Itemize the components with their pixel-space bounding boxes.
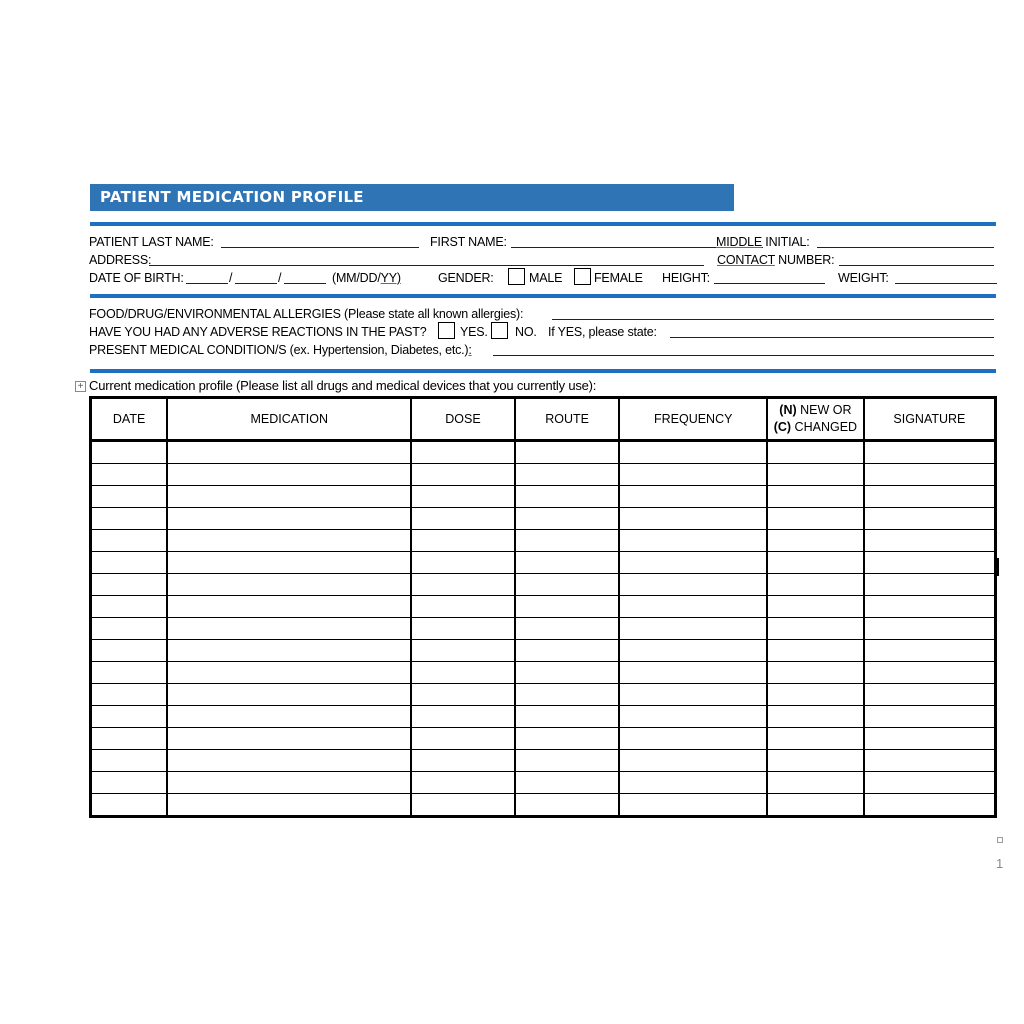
cell-new-changed[interactable] [767,772,864,794]
section-divider [90,294,996,298]
dob-label: DATE OF BIRTH: [89,271,184,285]
cell-medication[interactable] [167,596,411,618]
cell-route[interactable] [515,508,620,530]
cell-signature[interactable] [864,728,996,750]
table-row [91,684,996,706]
adverse-no-checkbox[interactable] [491,322,508,339]
cell-frequency[interactable] [619,530,767,552]
table-row [91,464,996,486]
allergies-label: FOOD/DRUG/ENVIRONMENTAL ALLERGIES (Please state all known allergies): [89,307,524,321]
cell-date[interactable] [91,596,168,618]
dob-month-field[interactable] [186,270,228,284]
weight-label: WEIGHT: [838,271,889,285]
dob-year-field[interactable] [284,270,326,284]
cell-route[interactable] [515,794,620,817]
height-field[interactable] [714,270,825,284]
cell-medication[interactable] [167,574,411,596]
table-row [91,486,996,508]
table-row [91,706,996,728]
cell-route[interactable] [515,706,620,728]
cell-frequency[interactable] [619,772,767,794]
table-row [91,508,996,530]
middle-initial-field[interactable] [817,234,994,248]
cell-route[interactable] [515,750,620,772]
table-row [91,750,996,772]
new-text: NEW OR [796,403,852,417]
cell-route[interactable] [515,596,620,618]
cell-date[interactable] [91,728,168,750]
cell-medication[interactable] [167,728,411,750]
height-label: HEIGHT: [662,271,710,285]
table-row [91,574,996,596]
table-row [91,772,996,794]
medication-table-caption: Current medication profile (Please list all drugs and medical devices that you currently use): [89,378,597,393]
female-label: FEMALE [594,271,643,285]
cell-new-changed[interactable] [767,640,864,662]
cell-date[interactable] [91,464,168,486]
cell-route[interactable] [515,441,620,464]
dob-separator: / [229,271,233,285]
medical-condition-label: PRESENT MEDICAL CONDITION/S (ex. Hypertension, Diabetes, etc.) [89,343,469,357]
cell-route[interactable] [515,662,620,684]
cell-dose[interactable] [411,618,515,640]
table-move-handle-icon[interactable]: + [75,381,86,392]
first-name-label: FIRST NAME: [430,235,507,249]
cell-date[interactable] [91,794,168,817]
cell-new-changed[interactable] [767,441,864,464]
cell-frequency[interactable] [619,596,767,618]
dob-separator: / [278,271,282,285]
page-number: 1 [996,856,1004,871]
medication-table [89,396,997,818]
cell-route[interactable] [515,728,620,750]
cell-route[interactable] [515,618,620,640]
cell-signature[interactable] [864,618,996,640]
cell-date[interactable] [91,552,168,574]
last-name-label: PATIENT LAST NAME: [89,235,214,249]
cell-frequency[interactable] [619,662,767,684]
column-header-medication: MEDICATION [167,398,411,441]
cell-dose[interactable] [411,596,515,618]
address-field[interactable] [149,252,704,266]
cell-route[interactable] [515,464,620,486]
cell-medication[interactable] [167,530,411,552]
contact-number-label-rest: NUMBER: [774,253,835,267]
contact-number-field[interactable] [839,252,994,266]
cell-dose[interactable] [411,486,515,508]
table-row [91,794,996,817]
cell-dose[interactable] [411,508,515,530]
cell-signature[interactable] [864,794,996,817]
table-row [91,662,996,684]
adverse-yes-checkbox[interactable] [438,322,455,339]
cell-signature[interactable] [864,530,996,552]
cell-signature[interactable] [864,464,996,486]
cell-dose[interactable] [411,662,515,684]
male-label: MALE [529,271,563,285]
section-divider [90,369,996,373]
cell-signature[interactable] [864,750,996,772]
cell-route[interactable] [515,530,620,552]
cell-date[interactable] [91,662,168,684]
cell-route[interactable] [515,574,620,596]
cell-frequency[interactable] [619,618,767,640]
weight-field[interactable] [895,270,997,284]
table-row [91,530,996,552]
cell-signature[interactable] [864,596,996,618]
cell-signature[interactable] [864,508,996,530]
cell-new-changed[interactable] [767,464,864,486]
cell-date[interactable] [91,574,168,596]
cell-route[interactable] [515,552,620,574]
cell-new-changed[interactable] [767,508,864,530]
cell-medication[interactable] [167,772,411,794]
cell-dose[interactable] [411,552,515,574]
dob-day-field[interactable] [235,270,277,284]
medical-condition-field[interactable] [493,342,994,356]
cell-frequency[interactable] [619,684,767,706]
cell-frequency[interactable] [619,552,767,574]
cell-signature[interactable] [864,662,996,684]
middle-initial-label: MIDDLE [716,235,763,249]
changed-code: (C) [773,420,792,434]
dob-format-hint: (MM/DD/ [332,271,381,285]
column-header-date: DATE [91,398,168,441]
address-label: ADDRESS: [89,253,152,267]
cell-signature[interactable] [864,684,996,706]
column-header-dose: DOSE [411,398,515,441]
cell-new-changed[interactable] [767,706,864,728]
cell-frequency[interactable] [619,508,767,530]
cell-date[interactable] [91,640,168,662]
cell-medication[interactable] [167,706,411,728]
table-resize-handle-icon[interactable] [997,837,1003,843]
cell-frequency[interactable] [619,706,767,728]
cell-frequency[interactable] [619,574,767,596]
adverse-yes-label: YES. [460,325,488,339]
if-yes-label: If YES, please state: [548,325,657,339]
cell-signature[interactable] [864,640,996,662]
cell-dose[interactable] [411,464,515,486]
cell-date[interactable] [91,706,168,728]
allergies-field[interactable] [552,306,994,320]
cell-route[interactable] [515,684,620,706]
cell-dose[interactable] [411,794,515,817]
cell-signature[interactable] [864,486,996,508]
cell-date[interactable] [91,441,168,464]
adverse-reactions-label: HAVE YOU HAD ANY ADVERSE REACTIONS IN THE PAST? [89,325,427,339]
cell-new-changed[interactable] [767,728,864,750]
cell-frequency[interactable] [619,640,767,662]
cell-frequency[interactable] [619,728,767,750]
cell-medication[interactable] [167,662,411,684]
cell-medication[interactable] [167,552,411,574]
table-row [91,640,996,662]
cell-route[interactable] [515,640,620,662]
cell-route[interactable] [515,772,620,794]
cell-date[interactable] [91,486,168,508]
cell-signature[interactable] [864,574,996,596]
cell-medication[interactable] [167,640,411,662]
cell-new-changed[interactable] [767,574,864,596]
cell-new-changed[interactable] [767,684,864,706]
cell-frequency[interactable] [619,794,767,817]
cell-new-changed[interactable] [767,486,864,508]
table-row [91,441,996,464]
cell-date[interactable] [91,772,168,794]
cell-route[interactable] [515,486,620,508]
cell-frequency[interactable] [619,464,767,486]
table-row [91,618,996,640]
cell-signature[interactable] [864,441,996,464]
cell-new-changed[interactable] [767,530,864,552]
new-code: (N) [779,403,797,417]
cell-date[interactable] [91,508,168,530]
cell-dose[interactable] [411,640,515,662]
cell-frequency[interactable] [619,750,767,772]
gender-label: GENDER: [438,271,494,285]
cell-date[interactable] [91,684,168,706]
cell-signature[interactable] [864,706,996,728]
cell-new-changed[interactable] [767,596,864,618]
adverse-details-field[interactable] [670,324,994,338]
cell-new-changed[interactable] [767,662,864,684]
cell-date[interactable] [91,750,168,772]
table-row [91,552,996,574]
cell-frequency[interactable] [619,441,767,464]
medical-condition-colon: : [468,343,472,357]
medication-table-body [91,441,996,817]
cell-date[interactable] [91,530,168,552]
cell-dose[interactable] [411,706,515,728]
cell-dose[interactable] [411,574,515,596]
cell-medication[interactable] [167,750,411,772]
section-divider [90,222,996,226]
column-header-route: ROUTE [515,398,620,441]
table-row [91,728,996,750]
middle-initial-label-rest: INITIAL: [762,235,810,249]
cell-dose[interactable] [411,684,515,706]
cell-medication[interactable] [167,794,411,817]
cell-medication[interactable] [167,486,411,508]
cell-new-changed[interactable] [767,552,864,574]
cell-frequency[interactable] [619,486,767,508]
adverse-no-label: NO. [515,325,537,339]
table-row [91,596,996,618]
cell-date[interactable] [91,618,168,640]
cell-new-changed[interactable] [767,618,864,640]
cell-new-changed[interactable] [767,750,864,772]
cell-dose[interactable] [411,441,515,464]
changed-text: CHANGED [791,420,858,434]
cell-new-changed[interactable] [767,794,864,817]
column-header-new-or-changed [767,398,864,441]
table-header-row [91,398,996,441]
cell-medication[interactable] [167,464,411,486]
cell-medication[interactable] [167,508,411,530]
cell-dose[interactable] [411,750,515,772]
cell-dose[interactable] [411,728,515,750]
last-name-field[interactable] [221,234,419,248]
male-checkbox[interactable] [508,268,525,285]
cell-medication[interactable] [167,684,411,706]
cell-dose[interactable] [411,772,515,794]
cell-signature[interactable] [864,552,996,574]
document-title: PATIENT MEDICATION PROFILE [90,184,734,211]
column-header-frequency: FREQUENCY [619,398,767,441]
cell-dose[interactable] [411,530,515,552]
female-checkbox[interactable] [574,268,591,285]
dob-format-hint-yy: YY) [380,271,401,285]
cell-medication[interactable] [167,618,411,640]
column-header-signature: SIGNATURE [864,398,996,441]
contact-number-label: CONTACT [717,253,775,267]
cell-signature[interactable] [864,772,996,794]
cell-medication[interactable] [167,441,411,464]
text-cursor [997,558,999,576]
